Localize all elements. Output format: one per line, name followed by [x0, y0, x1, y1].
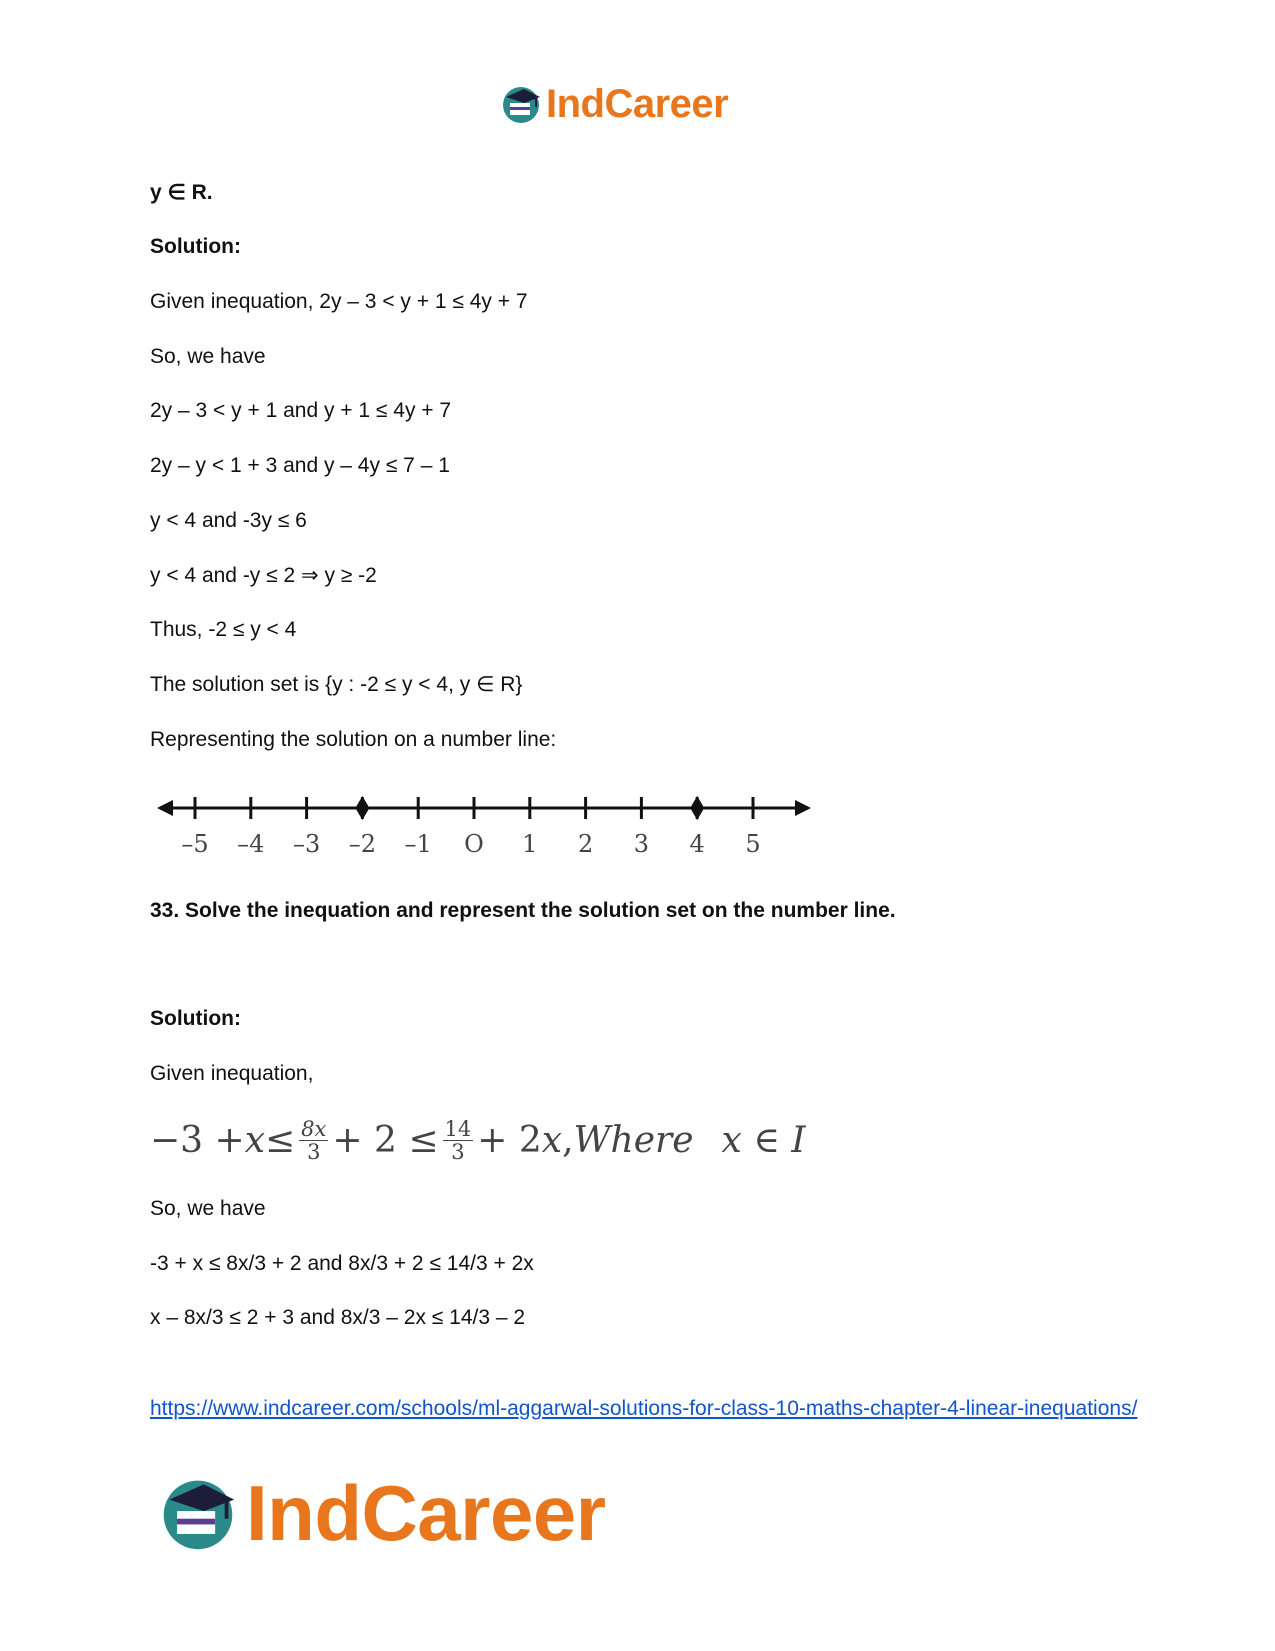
math-variable: x: [541, 1120, 563, 1161]
tick-label: 3: [633, 830, 650, 858]
tick-label: 5: [745, 830, 761, 858]
math-part: x ∈ I: [721, 1120, 806, 1161]
footer-logo: [158, 1470, 606, 1556]
graduation-cap-icon: [500, 83, 542, 125]
math-part: + 2 ≤: [332, 1120, 439, 1161]
text-line: Thus, -2 ≤ y < 4: [150, 618, 297, 641]
math-part: −3 +: [150, 1120, 245, 1161]
text-line: -3 + x ≤ 8x/3 + 2 and 8x/3 + 2 ≤ 14/3 + 2x: [150, 1252, 534, 1275]
brand-name: IndCareer: [546, 81, 729, 126]
left-arrow-icon: [157, 800, 173, 816]
math-variable: x: [244, 1120, 265, 1161]
inequation-expression: [150, 1118, 806, 1163]
tick-label: –2: [348, 830, 377, 858]
graduation-cap-icon: [158, 1473, 238, 1553]
text-line: So, we have: [150, 1197, 266, 1220]
math-part: ,: [562, 1120, 574, 1161]
source-link[interactable]: https://www.indcareer.com/schools/ml-aggarwal-solutions-for-class-10-maths-chapter-4-linear-inequations/: [150, 1397, 1138, 1420]
tick-label: –5: [181, 830, 209, 858]
fraction: [299, 1118, 328, 1163]
text-line: The solution set is {y : -2 ≤ y < 4, y ∈ R}: [150, 673, 523, 696]
fraction-denominator: 3: [307, 1140, 321, 1164]
solution-heading: Solution:: [150, 1007, 241, 1030]
brand-name: IndCareer: [246, 1468, 606, 1557]
text-line: y < 4 and -3y ≤ 6: [150, 509, 307, 532]
question-33: 33. Solve the inequation and represent the solution set on the number line.: [150, 899, 896, 922]
text-line: x – 8x/3 ≤ 2 + 3 and 8x/3 – 2x ≤ 14/3 – 2: [150, 1306, 526, 1329]
text-line: Given inequation, 2y – 3 < y + 1 ≤ 4y + 7: [150, 290, 528, 313]
math-part: + 2: [477, 1120, 542, 1161]
tick-label: –1: [404, 830, 432, 858]
marked-point: [690, 796, 704, 820]
tick-label: –3: [292, 830, 321, 858]
text-line: Representing the solution on a number line:: [150, 728, 557, 751]
header-logo: [500, 80, 728, 128]
tick-label: O: [464, 830, 484, 858]
number-line-figure: [155, 790, 815, 866]
text-line: 2y – 3 < y + 1 and y + 1 ≤ 4y + 7: [150, 399, 452, 422]
math-word: Where: [573, 1120, 694, 1161]
fraction: [443, 1118, 474, 1163]
right-arrow-icon: [795, 800, 811, 816]
fraction-numerator: 8x: [301, 1117, 327, 1141]
marked-point: [355, 796, 369, 820]
fraction-numerator: 14: [444, 1117, 472, 1141]
tick-label: 2: [577, 830, 594, 858]
tick-label: 4: [689, 830, 705, 858]
solution-heading: Solution:: [150, 235, 241, 258]
text-line: 2y – y < 1 + 3 and y – 4y ≤ 7 – 1: [150, 454, 450, 477]
text-line: So, we have: [150, 345, 266, 368]
math-part: ≤: [265, 1120, 296, 1161]
text-line: y ∈ R.: [150, 181, 213, 204]
tick-label: 1: [522, 830, 538, 858]
text-line: y < 4 and -y ≤ 2 ⇒ y ≥ -2: [150, 564, 377, 587]
tick-label: –4: [237, 830, 265, 858]
fraction-denominator: 3: [451, 1140, 465, 1164]
text-line: Given inequation,: [150, 1062, 314, 1085]
